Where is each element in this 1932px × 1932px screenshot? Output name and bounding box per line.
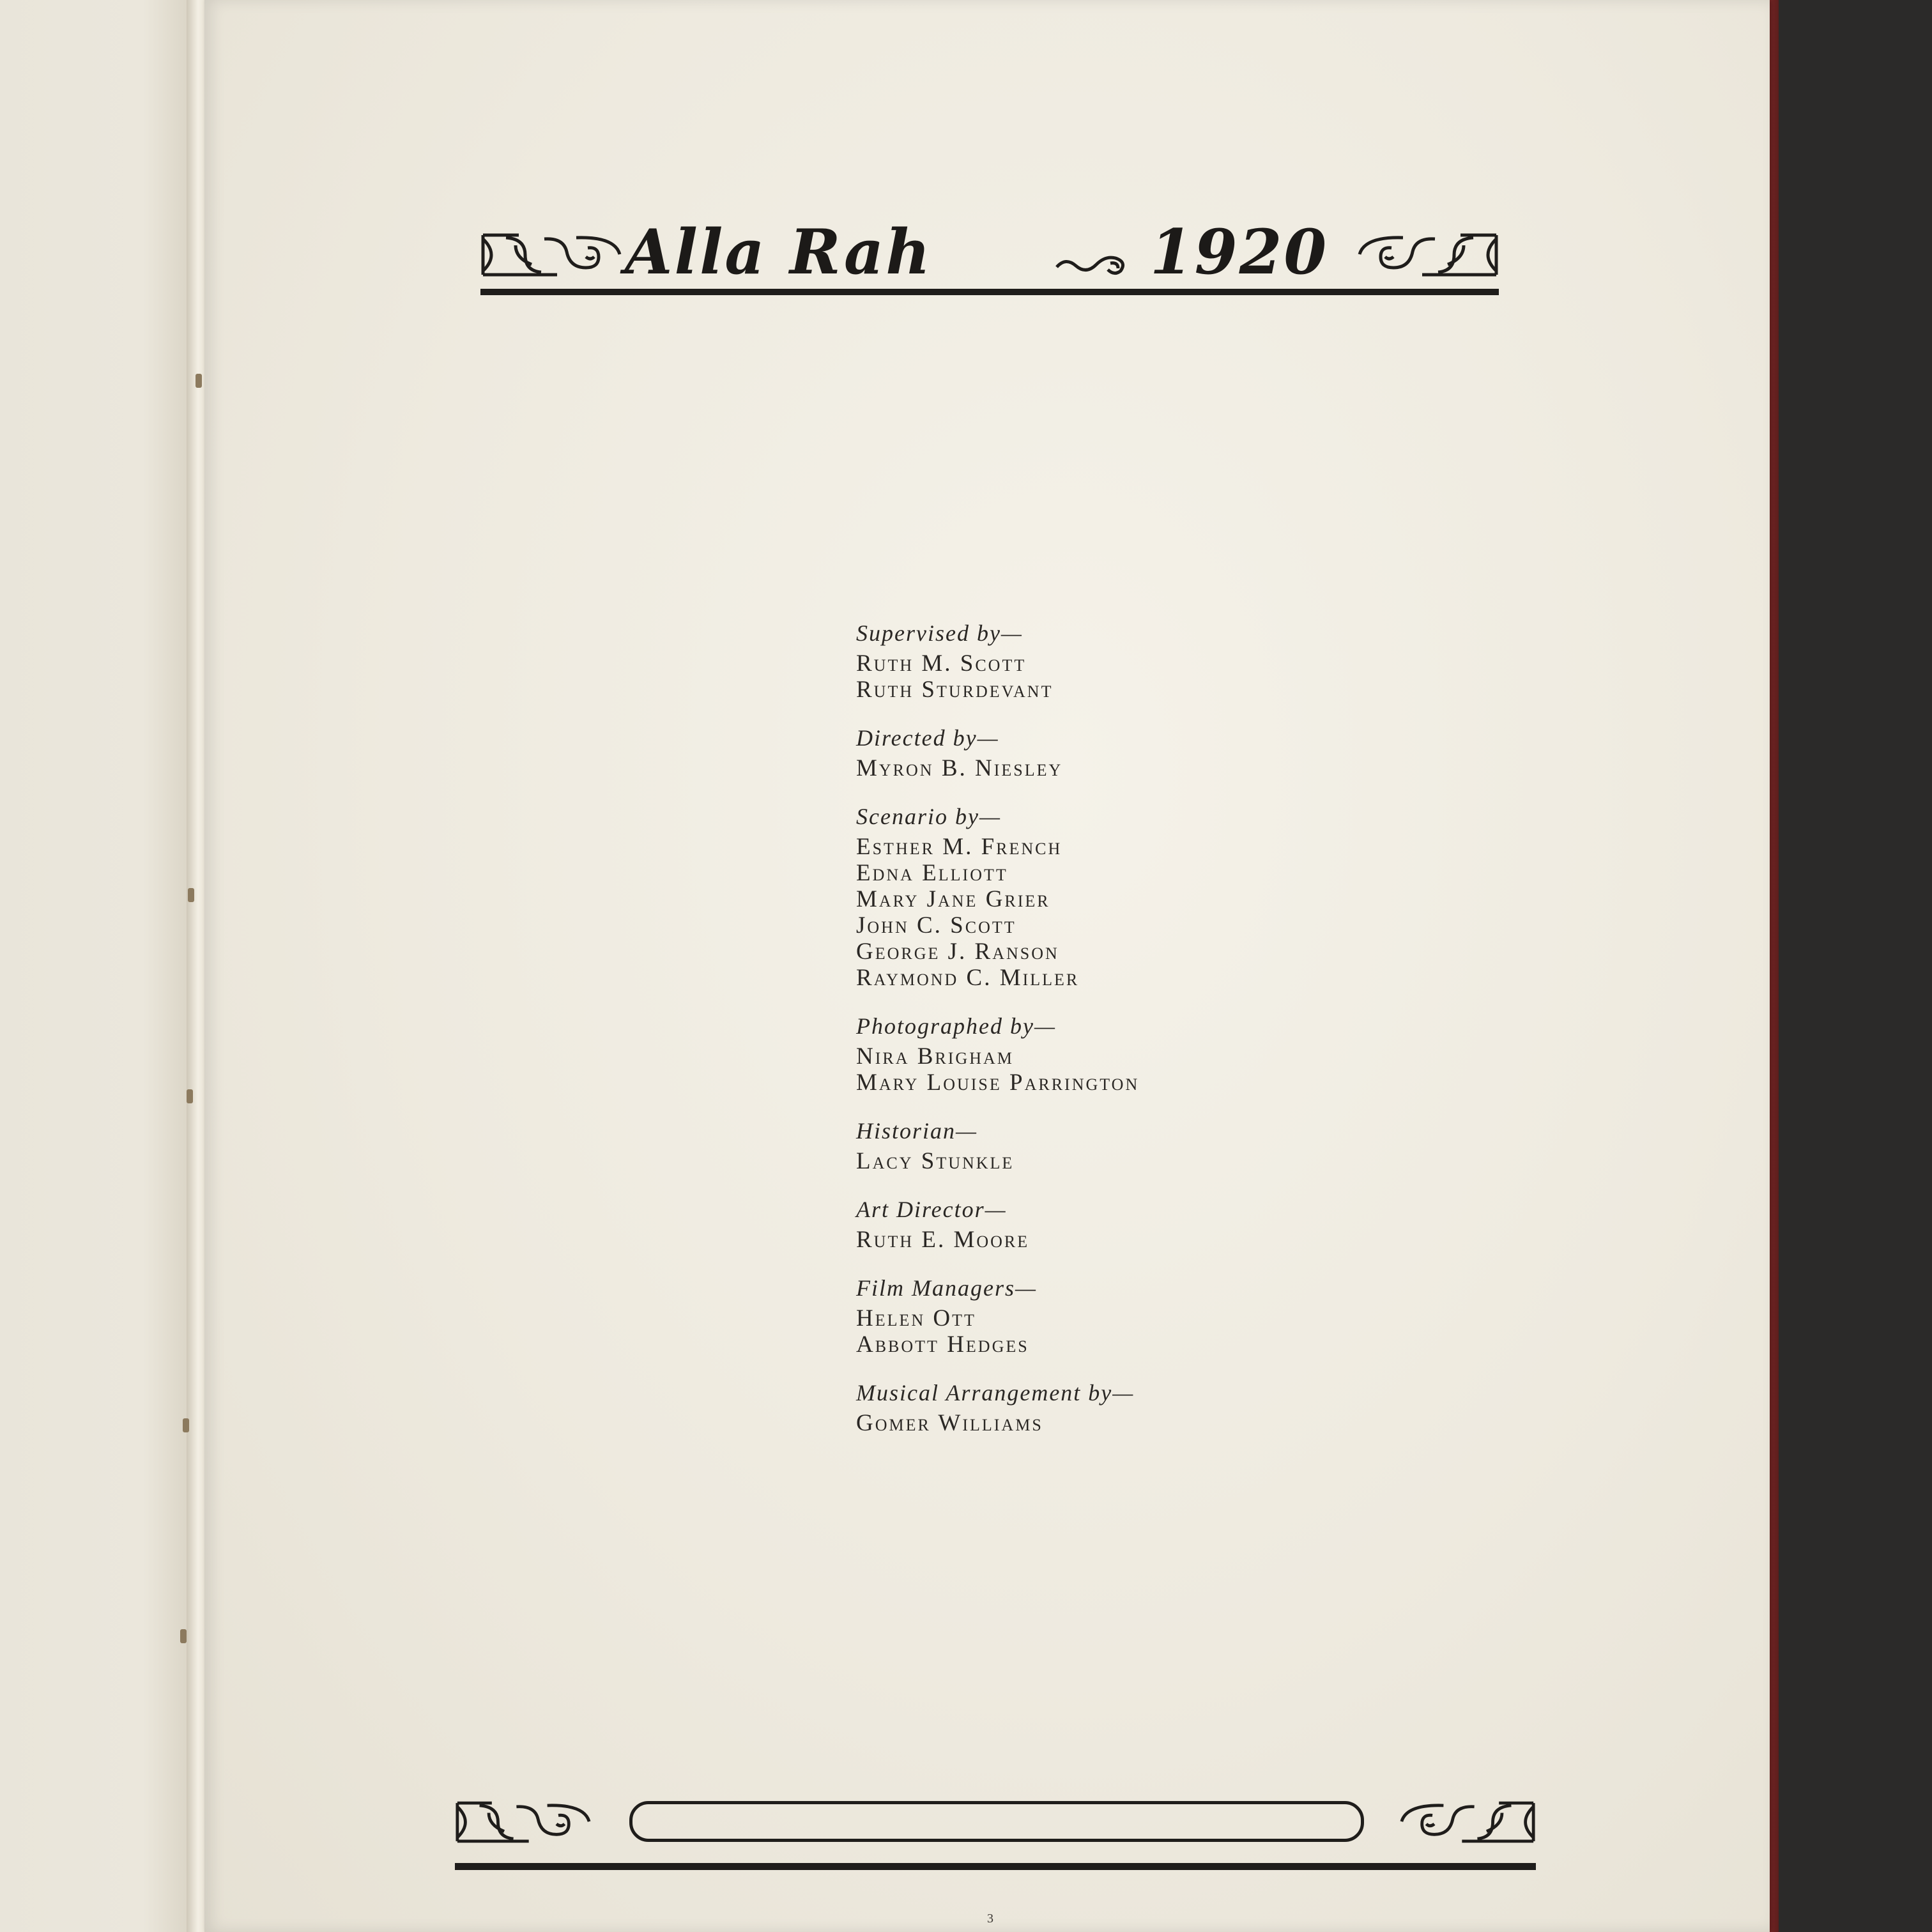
credit-role: Supervised by— [856, 620, 1023, 646]
scroll-ornament-icon [455, 1799, 592, 1845]
credit-section [856, 617, 1303, 703]
binding-stitch [195, 374, 202, 388]
credit-role: Photographed by— [856, 1013, 1056, 1039]
left-page [0, 0, 204, 1932]
credit-section [856, 1010, 1303, 1096]
header-rule [480, 289, 1499, 295]
credit-role: Historian— [856, 1118, 978, 1144]
credit-section [856, 801, 1303, 991]
binding-stitch [188, 888, 194, 902]
binding-stitch [183, 1418, 189, 1432]
footer-frame [629, 1801, 1364, 1842]
credit-section [856, 1193, 1303, 1253]
credit-name: Mary Jane Grier [856, 886, 1050, 912]
swirl-ornament-icon [1054, 250, 1130, 279]
credit-section [856, 1377, 1303, 1436]
credit-name: Raymond C. Miller [856, 965, 1080, 991]
scroll-ornament-icon [480, 233, 622, 277]
page-number: 3 [987, 1912, 993, 1926]
credit-role: Musical Arrangement by— [856, 1380, 1135, 1406]
footer-rule [455, 1863, 1536, 1870]
credit-section [856, 722, 1303, 781]
credit-section [856, 1272, 1303, 1358]
credit-name: Nira Brigham [856, 1043, 1014, 1070]
credit-name: Gomer Williams [856, 1410, 1043, 1436]
credits-list [856, 617, 1303, 1455]
scroll-ornament-icon [1357, 233, 1499, 277]
scroll-ornament-icon [1399, 1799, 1536, 1845]
header-year: 1920 [1150, 216, 1329, 288]
credit-name: Ruth E. Moore [856, 1227, 1030, 1253]
header-title: Alla Rah [625, 216, 933, 288]
binding-stitch [187, 1089, 193, 1103]
credit-role: Film Managers— [856, 1275, 1037, 1301]
credit-role: Directed by— [856, 725, 999, 751]
credit-name: John C. Scott [856, 912, 1016, 939]
credit-name: Ruth Sturdevant [856, 677, 1054, 703]
credit-section [856, 1115, 1303, 1174]
credit-name: Abbott Hedges [856, 1331, 1029, 1358]
credit-name: Helen Ott [856, 1305, 976, 1331]
binding-stitch [180, 1629, 187, 1643]
credit-name: Mary Louise Parrington [856, 1070, 1140, 1096]
credit-name: Esther M. French [856, 834, 1062, 860]
credit-name: Lacy Stunkle [856, 1148, 1015, 1174]
credit-name: Myron B. Niesley [856, 755, 1063, 781]
credit-name: Ruth M. Scott [856, 650, 1027, 677]
credit-name: George J. Ranson [856, 939, 1059, 965]
credit-role: Scenario by— [856, 804, 1001, 829]
credit-name: Edna Elliott [856, 860, 1008, 886]
credit-role: Art Director— [856, 1197, 1007, 1222]
